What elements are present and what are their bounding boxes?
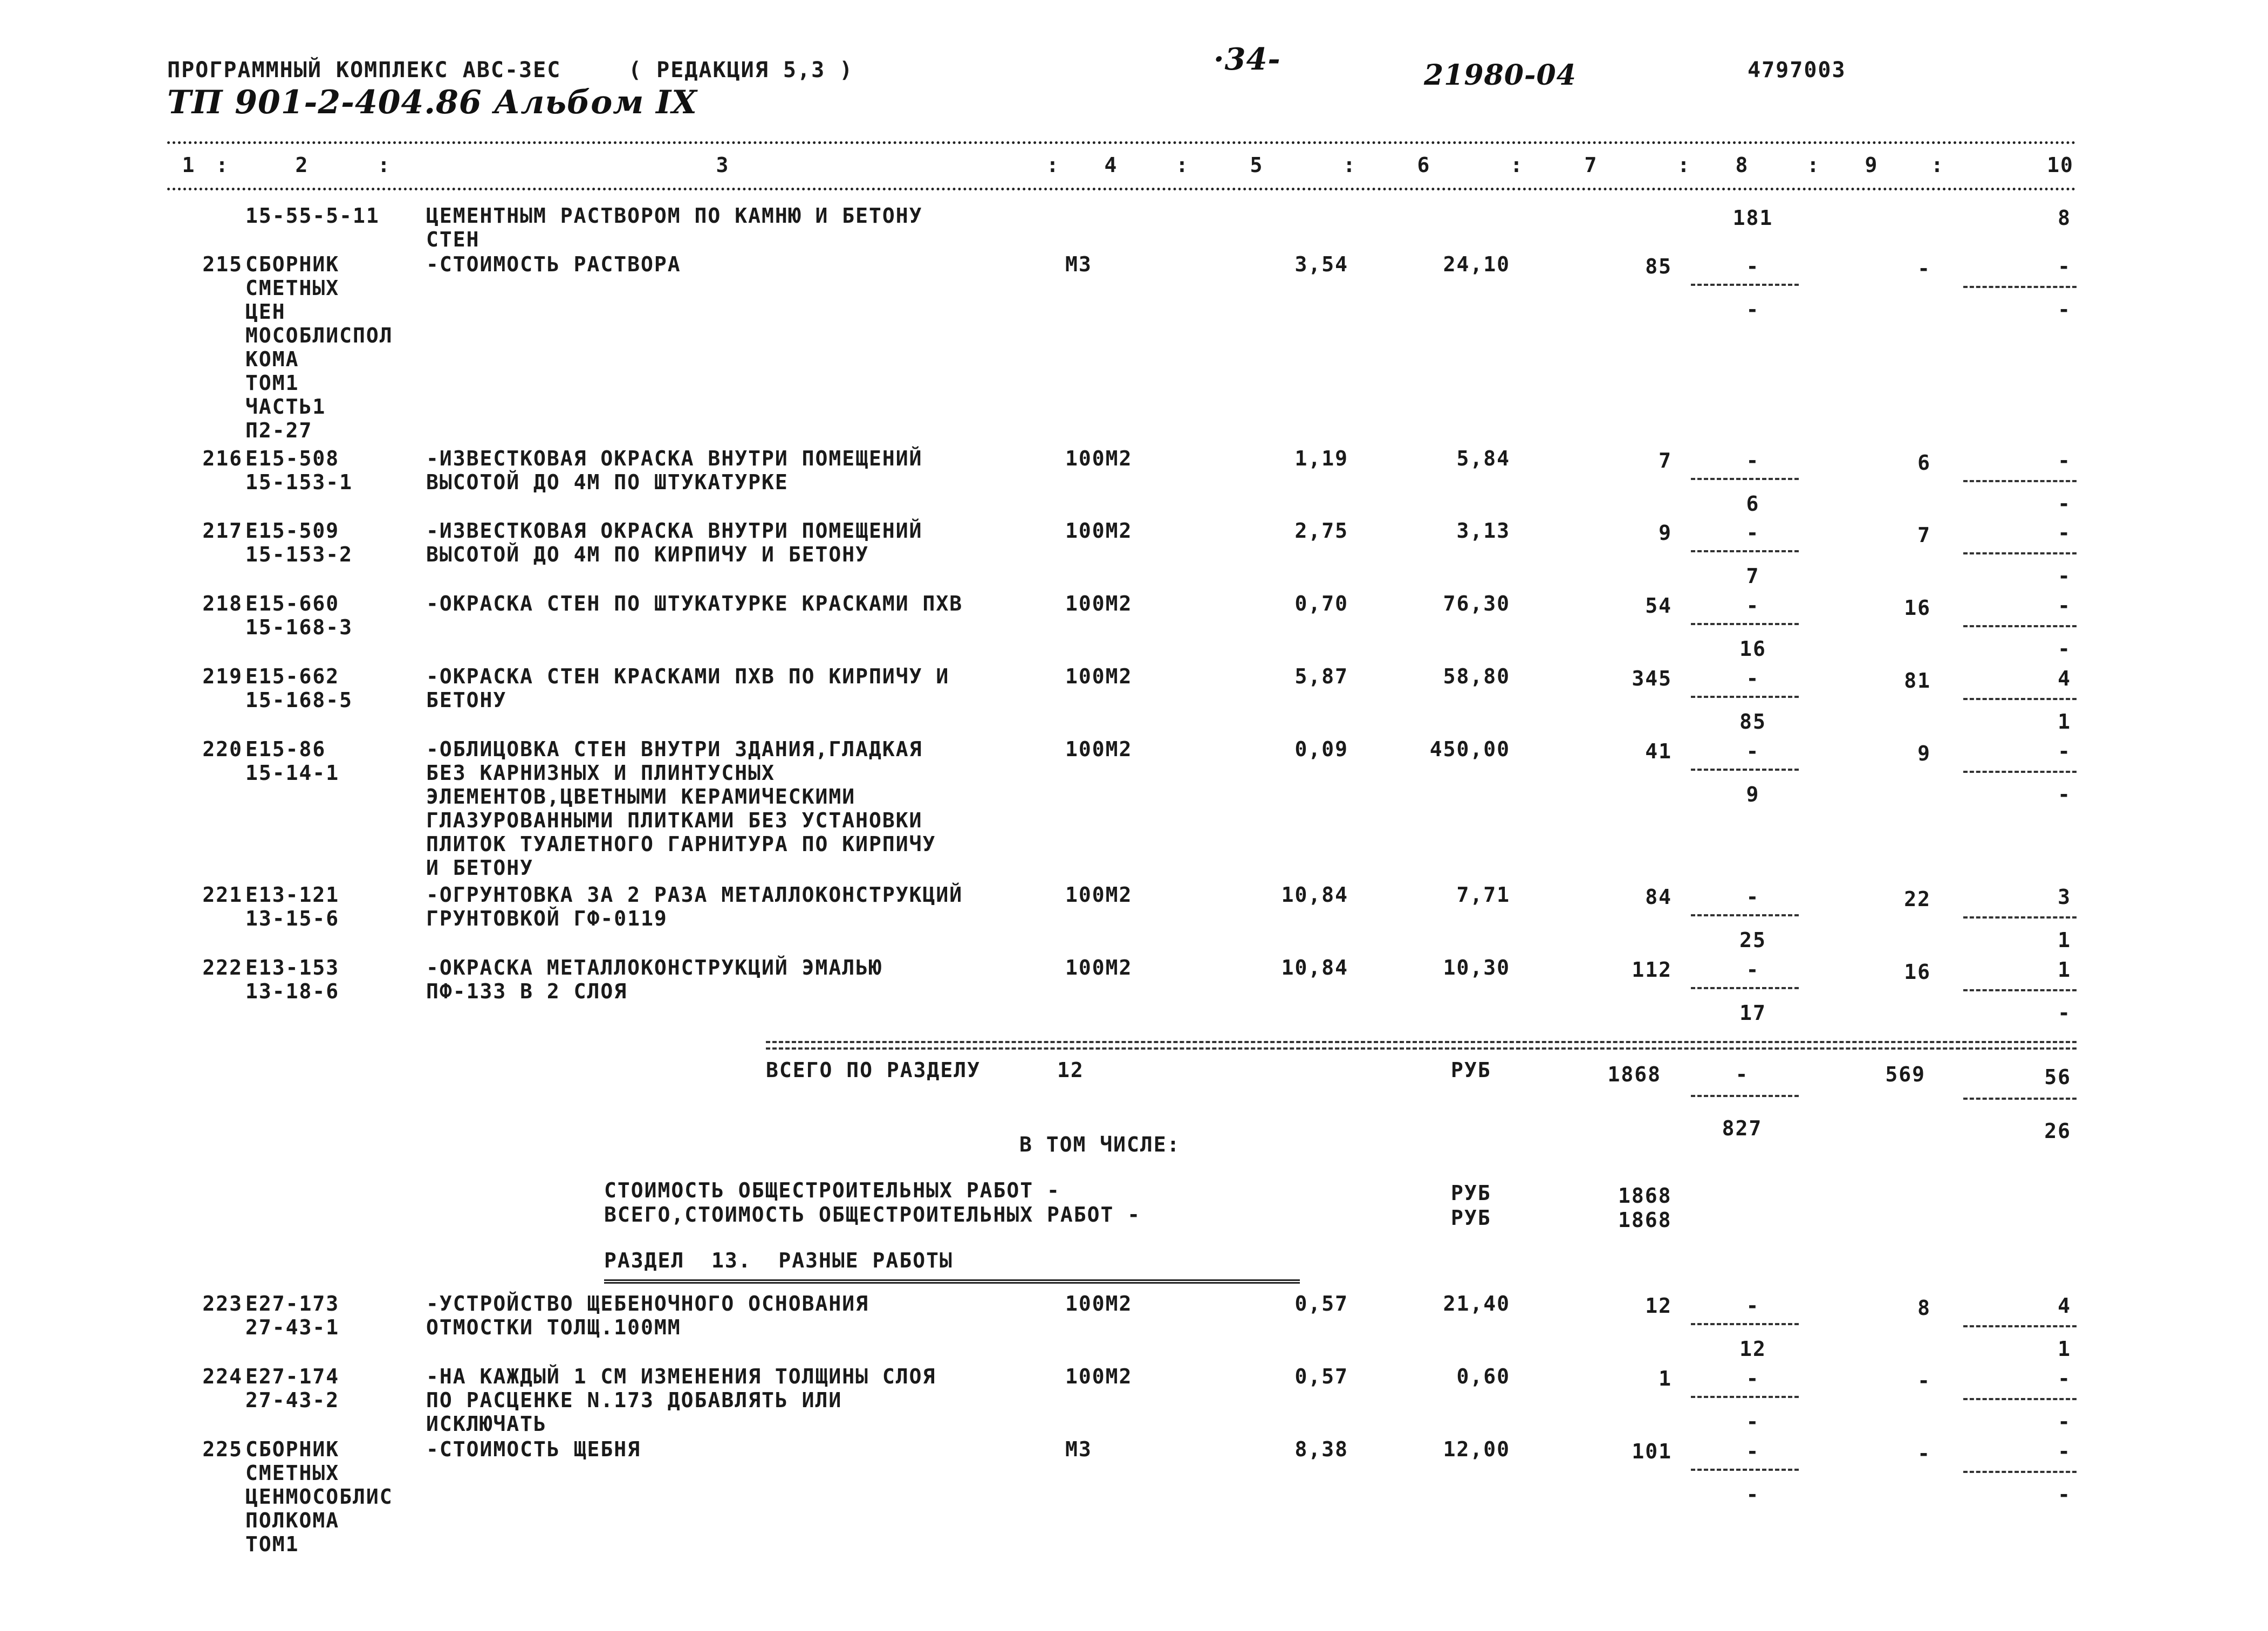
row-c8-top: -: [1746, 1294, 1760, 1318]
row-number: 223: [202, 1292, 243, 1315]
row-code: КОМА: [245, 347, 299, 371]
row-c10-bottom: -: [2058, 1001, 2071, 1025]
row-code: ЧАСТЬ1: [245, 395, 326, 419]
row-c10-top: 8: [2058, 206, 2071, 230]
row-unit: М3: [1065, 1437, 1092, 1461]
row-code: СМЕТНЫХ: [245, 1461, 340, 1485]
row-c8-bottom: 7: [1746, 564, 1760, 588]
row-code: СБОРНИК: [245, 1437, 340, 1461]
row-c10-rule: [1963, 286, 2077, 288]
col-sep: :: [216, 153, 229, 177]
row-total: 112: [1632, 958, 1672, 982]
row-description: ОТМОСТКИ ТОЛЩ.100ММ: [426, 1315, 681, 1339]
row-c8-top: -: [1746, 521, 1760, 545]
col-sep: :: [1343, 153, 1356, 177]
row-total: 7: [1659, 449, 1672, 472]
row-c10-bottom: -: [2058, 298, 2071, 321]
row-c10-bottom: -: [2058, 492, 2071, 516]
row-c8-bottom: 9: [1746, 783, 1760, 806]
row-total: 54: [1645, 594, 1672, 618]
row-quantity: 0,57: [1294, 1365, 1348, 1388]
col-sep: :: [378, 153, 391, 177]
col-10: 10: [2047, 153, 2074, 177]
row-c9: -: [1917, 1442, 1931, 1465]
row-c10-bottom: 1: [2058, 928, 2071, 952]
row-total: 345: [1632, 667, 1672, 690]
row-quantity: 0,09: [1294, 737, 1348, 761]
row-c8-bottom: 85: [1739, 710, 1766, 734]
col-6: 6: [1417, 153, 1431, 177]
row-c9: 6: [1917, 451, 1931, 475]
section-total-count: 12: [1057, 1058, 1084, 1082]
row-description: -ОГРУНТОВКА ЗА 2 РАЗА МЕТАЛЛОКОНСТРУКЦИЙ: [426, 883, 963, 907]
row-unit-price: 3,13: [1456, 519, 1510, 543]
row-number: 221: [202, 883, 243, 907]
row-description: ВЫСОТОЙ ДО 4М ПО КИРПИЧУ И БЕТОНУ: [426, 543, 869, 566]
summary-label-1: СТОИМОСТЬ ОБЩЕСТРОИТЕЛЬНЫХ РАБОТ -: [604, 1178, 1060, 1202]
row-description: -ИЗВЕСТКОВАЯ ОКРАСКА ВНУТРИ ПОМЕЩЕНИЙ: [426, 447, 923, 470]
section-total-c10-rule: [1963, 1098, 2077, 1100]
row-description: ГЛАЗУРОВАННЫМИ ПЛИТКАМИ БЕЗ УСТАНОВКИ: [426, 808, 923, 832]
row-c8-rule: [1691, 1396, 1799, 1398]
row-c10-rule: [1963, 1398, 2077, 1400]
row-unit-price: 76,30: [1443, 592, 1510, 615]
row-c10-bottom: -: [2058, 1483, 2071, 1506]
row-c8-rule: [1691, 478, 1799, 480]
row-c8-bottom: 16: [1739, 637, 1766, 661]
col-2: 2: [295, 153, 309, 177]
row-c10-top: -: [2058, 739, 2071, 763]
row-quantity: 8,38: [1294, 1437, 1348, 1461]
row-c8-top: -: [1746, 449, 1760, 472]
edition-label: ( РЕДАКЦИЯ 5,3 ): [628, 58, 854, 83]
section-total-c8-top: -: [1735, 1063, 1749, 1086]
row-c10-top: -: [2058, 1367, 2071, 1390]
row-c8-rule: [1691, 769, 1799, 771]
row-description: -ОКРАСКА СТЕН КРАСКАМИ ПХВ ПО КИРПИЧУ И: [426, 664, 950, 688]
row-code: 27-43-2: [245, 1388, 340, 1412]
row-c9: 8: [1917, 1296, 1931, 1320]
row-c9: 81: [1904, 669, 1931, 693]
row-quantity: 10,84: [1281, 956, 1348, 979]
row-c9: -: [1917, 257, 1931, 280]
row-c10-top: 3: [2058, 885, 2071, 909]
row-unit-price: 450,00: [1429, 737, 1510, 761]
row-c8-top: -: [1746, 594, 1760, 618]
row-number: 224: [202, 1365, 243, 1388]
row-description: -СТОИМОСТЬ РАСТВОРА: [426, 252, 681, 276]
row-c8-rule: [1691, 623, 1799, 625]
row-code: 15-168-3: [245, 615, 353, 639]
row-unit-price: 21,40: [1443, 1292, 1510, 1315]
row-c10-top: -: [2058, 449, 2071, 472]
row-total: 84: [1645, 885, 1672, 909]
row-c10-rule: [1963, 625, 2077, 627]
row-c8-top: -: [1746, 1367, 1760, 1390]
document-code: 21980-04: [1424, 59, 1577, 92]
row-number: 220: [202, 737, 243, 761]
page-mark: ·34-: [1214, 42, 1281, 77]
row-number: 217: [202, 519, 243, 543]
summary-currency-2: РУБ: [1451, 1206, 1491, 1230]
row-quantity: 0,70: [1294, 592, 1348, 615]
row-description: -ОКРАСКА СТЕН ПО ШТУКАТУРКЕ КРАСКАМИ ПХВ: [426, 592, 963, 615]
row-c8-top: 181: [1732, 206, 1773, 230]
col-8: 8: [1735, 153, 1749, 177]
row-unit: 100М2: [1065, 447, 1133, 470]
row-c8-rule: [1691, 914, 1799, 916]
row-total: 9: [1659, 521, 1672, 545]
row-unit: М3: [1065, 252, 1092, 276]
section13-title: РАЗДЕЛ 13. РАЗНЫЕ РАБОТЫ: [604, 1249, 953, 1272]
row-code: ЦЕНМОСОБЛИС: [245, 1485, 393, 1509]
summary-label-2: ВСЕГО,СТОИМОСТЬ ОБЩЕСТРОИТЕЛЬНЫХ РАБОТ -: [604, 1203, 1141, 1226]
row-c8-top: -: [1746, 1440, 1760, 1463]
col-9: 9: [1865, 153, 1879, 177]
album-title: ТП 901-2-404.86 Альбом IX: [167, 84, 697, 121]
row-unit: 100М2: [1065, 664, 1133, 688]
row-total: 1: [1659, 1367, 1672, 1390]
row-code: Е27-173: [245, 1292, 340, 1315]
row-code: 13-18-6: [245, 979, 340, 1003]
row-code: Е27-174: [245, 1365, 340, 1388]
row-code: ЦЕН: [245, 300, 286, 324]
col-sep: :: [1510, 153, 1524, 177]
row-c8-top: -: [1746, 958, 1760, 982]
row-description: ЭЛЕМЕНТОВ,ЦВЕТНЫМИ КЕРАМИЧЕСКИМИ: [426, 785, 856, 808]
row-code: 15-14-1: [245, 761, 340, 785]
row-quantity: 3,54: [1294, 252, 1348, 276]
row-c10-bottom: -: [2058, 564, 2071, 588]
section-total-label: ВСЕГО ПО РАЗДЕЛУ: [766, 1058, 981, 1082]
row-code: Е15-509: [245, 519, 340, 543]
row-c10-top: -: [2058, 255, 2071, 278]
col-3: 3: [716, 153, 730, 177]
section-total-c9: 569: [1885, 1063, 1926, 1086]
row-code: 15-153-1: [245, 470, 353, 494]
row-code: Е15-660: [245, 592, 340, 615]
row-c10-top: -: [2058, 521, 2071, 545]
col-sep: :: [1176, 153, 1189, 177]
row-c8-bottom: -: [1746, 1483, 1760, 1506]
program-title: ПРОГРАММНЫЙ КОМПЛЕКС АВС-3ЕС: [167, 58, 561, 83]
row-c10-rule: [1963, 916, 2077, 919]
row-number: 216: [202, 447, 243, 470]
row-code: ПОЛКОМА: [245, 1509, 340, 1532]
row-c10-rule: [1963, 698, 2077, 700]
row-c9: 9: [1917, 742, 1931, 765]
row-unit-price: 12,00: [1443, 1437, 1510, 1461]
row-number: 225: [202, 1437, 243, 1461]
column-header-row: [0, 153, 2268, 177]
row-c8-rule: [1691, 550, 1799, 552]
row-total: 12: [1645, 1294, 1672, 1318]
row-code: 13-15-6: [245, 907, 340, 930]
row-c10-rule: [1963, 1471, 2077, 1473]
row-c9: 16: [1904, 596, 1931, 620]
row-unit-price: 5,84: [1456, 447, 1510, 470]
row-description: -ИЗВЕСТКОВАЯ ОКРАСКА ВНУТРИ ПОМЕЩЕНИЙ: [426, 519, 923, 543]
row-c10-bottom: -: [2058, 783, 2071, 806]
row-description: БЕЗ КАРНИЗНЫХ И ПЛИНТУСНЫХ: [426, 761, 775, 785]
row-code: Е15-508: [245, 447, 340, 470]
row-c10-top: 1: [2058, 958, 2071, 982]
row-unit: 100М2: [1065, 592, 1133, 615]
row-description: ПО РАСЦЕНКЕ N.173 ДОБАВЛЯТЬ ИЛИ: [426, 1388, 842, 1412]
row-c8-bottom: -: [1746, 1410, 1760, 1434]
row-quantity: 2,75: [1294, 519, 1348, 543]
col-7: 7: [1584, 153, 1598, 177]
row-code: 27-43-1: [245, 1315, 340, 1339]
row-description: -НА КАЖДЫЙ 1 СМ ИЗМЕНЕНИЯ ТОЛЩИНЫ СЛОЯ: [426, 1365, 936, 1388]
row-c8-top: -: [1746, 885, 1760, 909]
row-unit: 100М2: [1065, 1292, 1133, 1315]
row-c8-bottom: -: [1746, 298, 1760, 321]
row-unit: 100М2: [1065, 737, 1133, 761]
row-c10-rule: [1963, 480, 2077, 482]
row-quantity: 1,19: [1294, 447, 1348, 470]
row-unit-price: 10,30: [1443, 956, 1510, 979]
row-description: И БЕТОНУ: [426, 856, 534, 880]
row-c8-top: -: [1746, 255, 1760, 278]
total-rule-2: [766, 1047, 2077, 1050]
row-c9: -: [1917, 1369, 1931, 1393]
row-code: МОСОБЛИСПОЛ: [245, 324, 393, 347]
row-unit: 100М2: [1065, 883, 1133, 907]
summary-value-1: 1868: [1618, 1184, 1672, 1208]
row-description: ИСКЛЮЧАТЬ: [426, 1412, 547, 1436]
row-quantity: 0,57: [1294, 1292, 1348, 1315]
row-c8-top: -: [1746, 667, 1760, 690]
row-unit-price: 58,80: [1443, 664, 1510, 688]
row-description: ВЫСОТОЙ ДО 4М ПО ШТУКАТУРКЕ: [426, 470, 789, 494]
row-code: Е15-662: [245, 664, 340, 688]
row-unit: 100М2: [1065, 1365, 1133, 1388]
row-c9: 16: [1904, 960, 1931, 984]
total-rule-1: [766, 1041, 2077, 1043]
row-c8-bottom: 12: [1739, 1337, 1766, 1361]
row-c8-rule: [1691, 696, 1799, 698]
row-c10-bottom: -: [2058, 1410, 2071, 1434]
row-c8-rule: [1691, 1469, 1799, 1471]
row-description: -ОБЛИЦОВКА СТЕН ВНУТРИ ЗДАНИЯ,ГЛАДКАЯ: [426, 737, 923, 761]
row-unit-price: 7,71: [1456, 883, 1510, 907]
row-code: Е15-86: [245, 737, 326, 761]
row-c10-top: 4: [2058, 667, 2071, 690]
row-c9: 22: [1904, 887, 1931, 911]
section-total-c8-rule: [1691, 1095, 1799, 1097]
including-label: В ТОМ ЧИСЛЕ:: [1019, 1133, 1181, 1156]
row-code: Е13-121: [245, 883, 340, 907]
row-code: 15-153-2: [245, 543, 353, 566]
header-top-rule: [167, 141, 2077, 144]
row-c8-rule: [1691, 1323, 1799, 1325]
row-description: СТЕН: [426, 228, 480, 251]
row-c10-top: 4: [2058, 1294, 2071, 1318]
col-1: 1: [182, 153, 196, 177]
row-code: П2-27: [245, 419, 313, 442]
row-c8-bottom: 6: [1746, 492, 1760, 516]
row-code: 15-55-5-11: [245, 204, 380, 228]
row-c8-bottom: 17: [1739, 1001, 1766, 1025]
row-unit: 100М2: [1065, 519, 1133, 543]
row-description: -СТОИМОСТЬ ЩЕБНЯ: [426, 1437, 641, 1461]
row-description: -УСТРОЙСТВО ЩЕБЕНОЧНОГО ОСНОВАНИЯ: [426, 1292, 869, 1315]
row-total: 41: [1645, 739, 1672, 763]
row-c10-rule: [1963, 771, 2077, 773]
row-code: Е13-153: [245, 956, 340, 979]
row-unit: 100М2: [1065, 956, 1133, 979]
row-code: СБОРНИК: [245, 252, 340, 276]
section-total-c10-bottom: 26: [2044, 1119, 2071, 1143]
row-code: СМЕТНЫХ: [245, 276, 340, 300]
row-c10-top: -: [2058, 594, 2071, 618]
row-code: ТОМ1: [245, 1532, 299, 1556]
row-unit-price: 0,60: [1456, 1365, 1510, 1388]
row-c10-rule: [1963, 1325, 2077, 1327]
row-c10-bottom: 1: [2058, 1337, 2071, 1361]
row-code: 15-168-5: [245, 688, 353, 712]
row-c8-bottom: 25: [1739, 928, 1766, 952]
row-c10-rule: [1963, 552, 2077, 554]
section-total-value: 1868: [1607, 1063, 1661, 1086]
row-number: 215: [202, 252, 243, 276]
document-number: 4797003: [1748, 58, 1846, 83]
row-c8-top: -: [1746, 739, 1760, 763]
summary-value-2: 1868: [1618, 1208, 1672, 1232]
section-total-currency: РУБ: [1451, 1058, 1491, 1082]
row-number: 222: [202, 956, 243, 979]
row-description: ПФ-133 В 2 СЛОЯ: [426, 979, 628, 1003]
section-total-c10-top: 56: [2044, 1065, 2071, 1089]
col-sep: :: [1046, 153, 1060, 177]
row-c10-top: -: [2058, 1440, 2071, 1463]
row-description: -ОКРАСКА МЕТАЛЛОКОНСТРУКЦИЙ ЭМАЛЬЮ: [426, 956, 882, 979]
section13-underline: [604, 1279, 1300, 1284]
summary-currency-1: РУБ: [1451, 1181, 1491, 1205]
row-total: 101: [1632, 1440, 1672, 1463]
col-5: 5: [1250, 153, 1264, 177]
row-c10-bottom: -: [2058, 637, 2071, 661]
row-description: БЕТОНУ: [426, 688, 507, 712]
row-c10-rule: [1963, 989, 2077, 991]
row-number: 219: [202, 664, 243, 688]
row-total: 85: [1645, 255, 1672, 278]
row-quantity: 5,87: [1294, 664, 1348, 688]
row-quantity: 10,84: [1281, 883, 1348, 907]
row-c8-rule: [1691, 284, 1799, 286]
row-code: ТОМ1: [245, 371, 299, 395]
row-description: ГРУНТОВКОЙ ГФ-0119: [426, 907, 668, 930]
col-4: 4: [1104, 153, 1118, 177]
row-number: 218: [202, 592, 243, 615]
row-unit-price: 24,10: [1443, 252, 1510, 276]
row-c10-bottom: 1: [2058, 710, 2071, 734]
col-sep: :: [1931, 153, 1944, 177]
row-description: ПЛИТОК ТУАЛЕТНОГО ГАРНИТУРА ПО КИРПИЧУ: [426, 832, 936, 856]
row-c8-rule: [1691, 987, 1799, 989]
col-sep: :: [1807, 153, 1820, 177]
section-total-c8-bottom: 827: [1722, 1116, 1763, 1140]
row-c9: 7: [1917, 523, 1931, 547]
header-bottom-rule: [167, 188, 2077, 190]
col-sep: :: [1677, 153, 1691, 177]
row-description: ЦЕМЕНТНЫМ РАСТВОРОМ ПО КАМНЮ И БЕТОНУ: [426, 204, 923, 228]
